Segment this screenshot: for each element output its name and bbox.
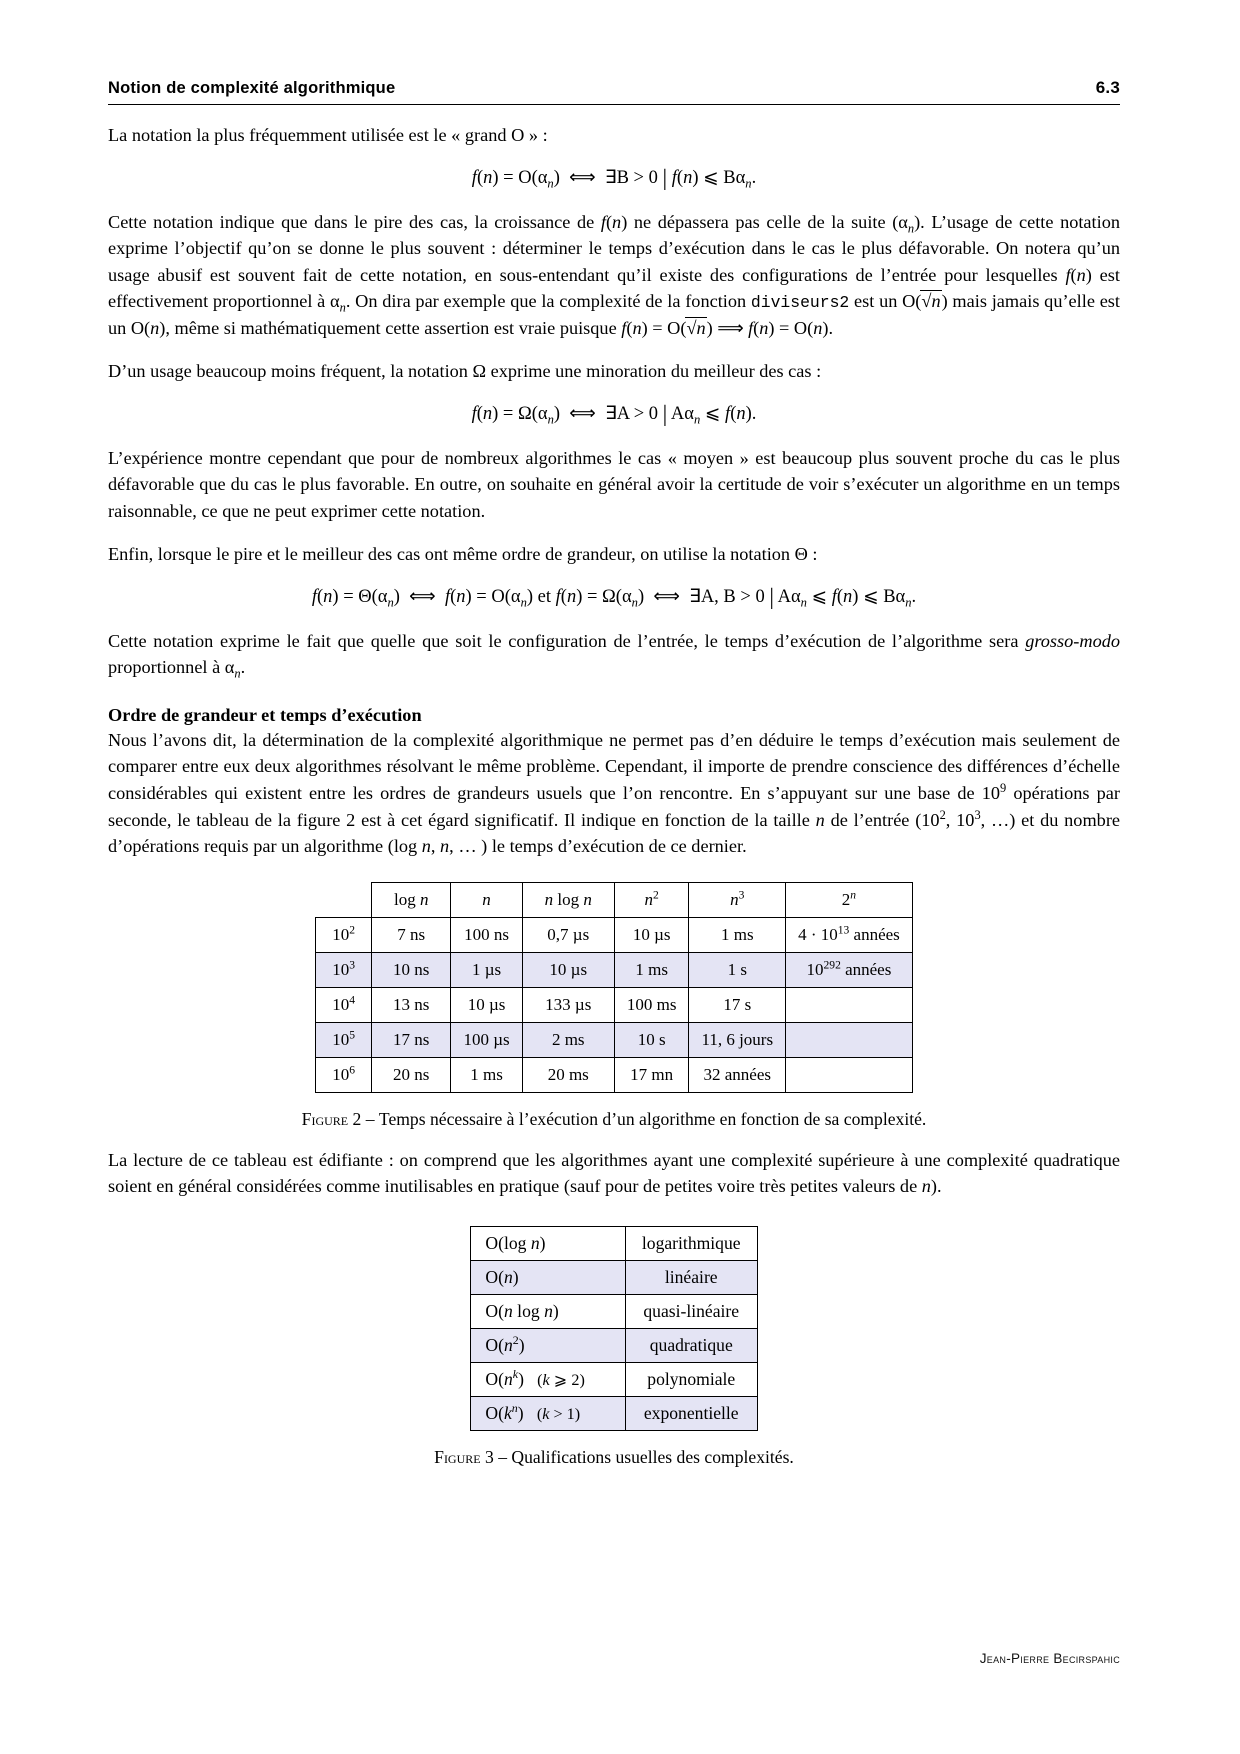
figure2-cell: 17 mn	[614, 1057, 689, 1092]
figure3-name: exponentielle	[625, 1396, 757, 1430]
figure2-cell: 10 µs	[451, 987, 522, 1022]
figure2-cell: 10 µs	[614, 917, 689, 952]
paragraph-intro-bigo: La notation la plus fréquemment utilisée est le « grand O » :	[108, 125, 548, 145]
figure2-cell: 20 ns	[371, 1057, 450, 1092]
footer-author: Jean-Pierre Becirspahic	[979, 1651, 1120, 1666]
figure3-table	[470, 1226, 757, 1431]
figure2-cell: 7 ns	[371, 917, 450, 952]
figure2-corner-cell	[316, 882, 372, 917]
paragraph-order-of-magnitude: Nous l’avons dit, la détermination de la complexité algorithmique ne permet pas d’en déduire le temps d’exécution mais seulement de comparer entre eux deux algorithmes résolvant le même problème. Cependant, il importe de prendre conscience des différences d’échelle considérables qui existent entre les ordres de grandeurs usuels que l’on rencontre. En s’appuyant sur une base de $10^9$ opérations par seconde, le tableau de la figure 2 est à cet égard significatif. Il indique en fonction de la taille n de l’entrée ($10^2$, $10^3$, …) et du nombre d’opérations requis par un algorithme (log n, n, … ) le temps d’exécution de ce dernier.	[108, 729, 1121, 857]
figure2-rowhead: $10^3$	[316, 952, 372, 987]
figure2-rowhead: $10^2$	[316, 917, 372, 952]
paragraph-theta-intro: Enfin, lorsque le pire et le meilleur des cas ont même ordre de grandeur, on utilise la notation Θ :	[108, 544, 818, 565]
running-header	[108, 78, 1120, 105]
figure3-notation: O(n log n)	[471, 1294, 625, 1328]
figure2-cell: 1 µs	[451, 952, 522, 987]
figure2-cell: 100 µs	[451, 1022, 522, 1057]
figure2-cell: 11, 6 jours	[689, 1022, 786, 1057]
figure2-table	[315, 882, 913, 1093]
figure2-cell: 1 ms	[689, 917, 786, 952]
figure2-caption	[108, 1109, 1120, 1130]
figure2-table-wrapper	[108, 882, 1120, 1093]
figure3-table-wrapper	[108, 1226, 1120, 1431]
table-row	[471, 1260, 757, 1294]
figure3-notation: O(n)	[471, 1260, 625, 1294]
figure2-body	[316, 917, 913, 1092]
emphasis-grosso-modo: grosso-modo	[1025, 630, 1120, 651]
table-row	[471, 1396, 757, 1430]
page-number: 6.3	[1095, 78, 1120, 97]
figure2-cell: 20 ms	[522, 1057, 614, 1092]
figure2-rowhead: $10^6$	[316, 1057, 372, 1092]
figure2-cell: 100 ns	[451, 917, 522, 952]
figure2-cell	[786, 1022, 913, 1057]
table-row	[471, 1294, 757, 1328]
figure2-cell: 1 s	[689, 952, 786, 987]
table-row	[316, 987, 913, 1022]
table-row	[316, 917, 913, 952]
table-row	[471, 1362, 757, 1396]
figure3-notation: O(log n)	[471, 1226, 625, 1260]
paragraph-average-case: L’expérience montre cependant que pour de nombreux algorithmes le cas « moyen » est beaucoup plus souvent proche du cas le plus défavorable que du cas le plus favorable. En outre, on souhaite en général avoir la certitude de voir s’exécuter un algorithme en un temps raisonnable, ce que ne peut exprimer cette notation.	[108, 447, 1120, 521]
paragraph-omega-intro: D’un usage beaucoup moins fréquent, la notation Ω exprime une minoration du meilleur des cas :	[108, 361, 822, 382]
figure3-notation: $O(k^n) (k > 1)$	[471, 1396, 625, 1430]
figure2-col-nlogn: n log n	[522, 882, 614, 917]
figure2-cell: $4 \cdot 10^{13}$ années	[786, 917, 913, 952]
figure2-cell: $10^{292}$ années	[786, 952, 913, 987]
figure2-cell: 17 ns	[371, 1022, 450, 1057]
figure3-caption	[108, 1447, 1120, 1468]
table-row	[316, 1057, 913, 1092]
figure2-cell: 133 µs	[522, 987, 614, 1022]
figure2-cell: 32 années	[689, 1057, 786, 1092]
figure2-rowhead: $10^5$	[316, 1022, 372, 1057]
figure2-cell: 1 ms	[614, 952, 689, 987]
figure3-name: quadratique	[625, 1328, 757, 1362]
figure3-caption-text: Qualifications usuelles des complexités.	[511, 1446, 794, 1467]
figure2-cell: 13 ns	[371, 987, 450, 1022]
table-row	[471, 1328, 757, 1362]
figure2-col-n: n	[451, 882, 522, 917]
figure2-caption-text: Temps nécessaire à l’exécution d’un algorithme en fonction de sa complexité.	[378, 1108, 927, 1129]
table-row	[316, 952, 913, 987]
figure2-cell	[786, 1057, 913, 1092]
figure2-caption-label: Figure 2 –	[301, 1108, 379, 1129]
figure3-notation: $O(n^2)$	[471, 1328, 625, 1362]
figure3-body	[471, 1226, 757, 1430]
page-content	[108, 78, 1120, 1468]
equation-omega: $f(n) = \Omega(\alpha_n)$ ⟺ ∃A > 0 | $A\alpha_n$ ⩽ f(n).	[471, 400, 757, 427]
figure2-cell: 0,7 µs	[522, 917, 614, 952]
figure2-header-row	[316, 882, 913, 917]
figure2-cell: 10 ns	[371, 952, 450, 987]
figure3-caption-label: Figure 3 –	[434, 1446, 512, 1467]
figure3-name: logarithmique	[625, 1226, 757, 1260]
figure2-col-logn: log n	[371, 882, 450, 917]
figure2-cell: 10 µs	[522, 952, 614, 987]
figure2-cell: 2 ms	[522, 1022, 614, 1057]
figure2-cell	[786, 987, 913, 1022]
paragraph-table-reading: La lecture de ce tableau est édifiante : on comprend que les algorithmes ayant une complexité supérieure à une complexité quadratique soient en général considérées comme inutilisables en pratique (sauf pour de petites voire très petites valeurs de n).	[108, 1149, 1120, 1197]
section-heading: Ordre de grandeur et temps d’exécution	[108, 704, 422, 725]
figure2-cell: 17 s	[689, 987, 786, 1022]
figure3-name: polynomiale	[625, 1362, 757, 1396]
paragraph-theta-explanation: Cette notation exprime le fait que quelle que soit le configuration de l’entrée, le temps d’exécution de l’algorithme sera grosso-modo proportionnel à $\alpha_n$.	[108, 630, 1120, 682]
paragraph-bigo-explanation: Cette notation indique que dans le pire des cas, la croissance de f(n) ne dépassera pas celle de la suite $(\alpha_n)$. L’usage de cette notation exprime l’objectif qu’on se donne le plus souvent : déterminer le temps d’exécution dans le cas le plus défavorable. On notera qu’un usage abusif est souvent fait de cette notation, en sous-entendant qu’il existe des configurations de l’entrée pour lesquelles f(n) est effectivement proportionnel à $\alpha_n$. On dira par exemple que la complexité de la fonction diviseurs2 est un O(√n) mais jamais qu’elle est un O(n), même si mathématiquement cette assertion est vraie puisque f(n) = O(√n) ⟹ f(n) = O(n).	[108, 211, 1120, 338]
figure2-cell: 100 ms	[614, 987, 689, 1022]
figure2-col-n2: $n^2$	[614, 882, 689, 917]
code-diviseurs2: diviseurs2	[750, 293, 850, 313]
figure3-name: linéaire	[625, 1260, 757, 1294]
equation-bigo: $f(n) = O(\alpha_n)$ ⟺ ∃B > 0 | f(n) ⩽ $B\alpha_n$.	[471, 164, 757, 191]
table-row	[471, 1226, 757, 1260]
figure3-notation: $O(n^k)$ (k ⩾ 2)	[471, 1362, 625, 1396]
table-row	[316, 1022, 913, 1057]
figure2-col-2n: 2$^n$	[786, 882, 913, 917]
figure2-cell: 10 s	[614, 1022, 689, 1057]
running-header-title: Notion de complexité algorithmique	[108, 79, 396, 97]
figure2-rowhead: $10^4$	[316, 987, 372, 1022]
equation-theta: $f(n) = \Theta(\alpha_n)$ ⟺ $f(n) = O(\alpha_n)$ et $f(n) = \Omega(\alpha_n)$ ⟺ ∃A, B > 0 | $A\alpha_n$ ⩽ f(n) ⩽ $B\alpha_n$.	[311, 583, 917, 610]
figure2-col-n3: $n^3$	[689, 882, 786, 917]
figure2-cell: 1 ms	[451, 1057, 522, 1092]
figure3-name: quasi-linéaire	[625, 1294, 757, 1328]
